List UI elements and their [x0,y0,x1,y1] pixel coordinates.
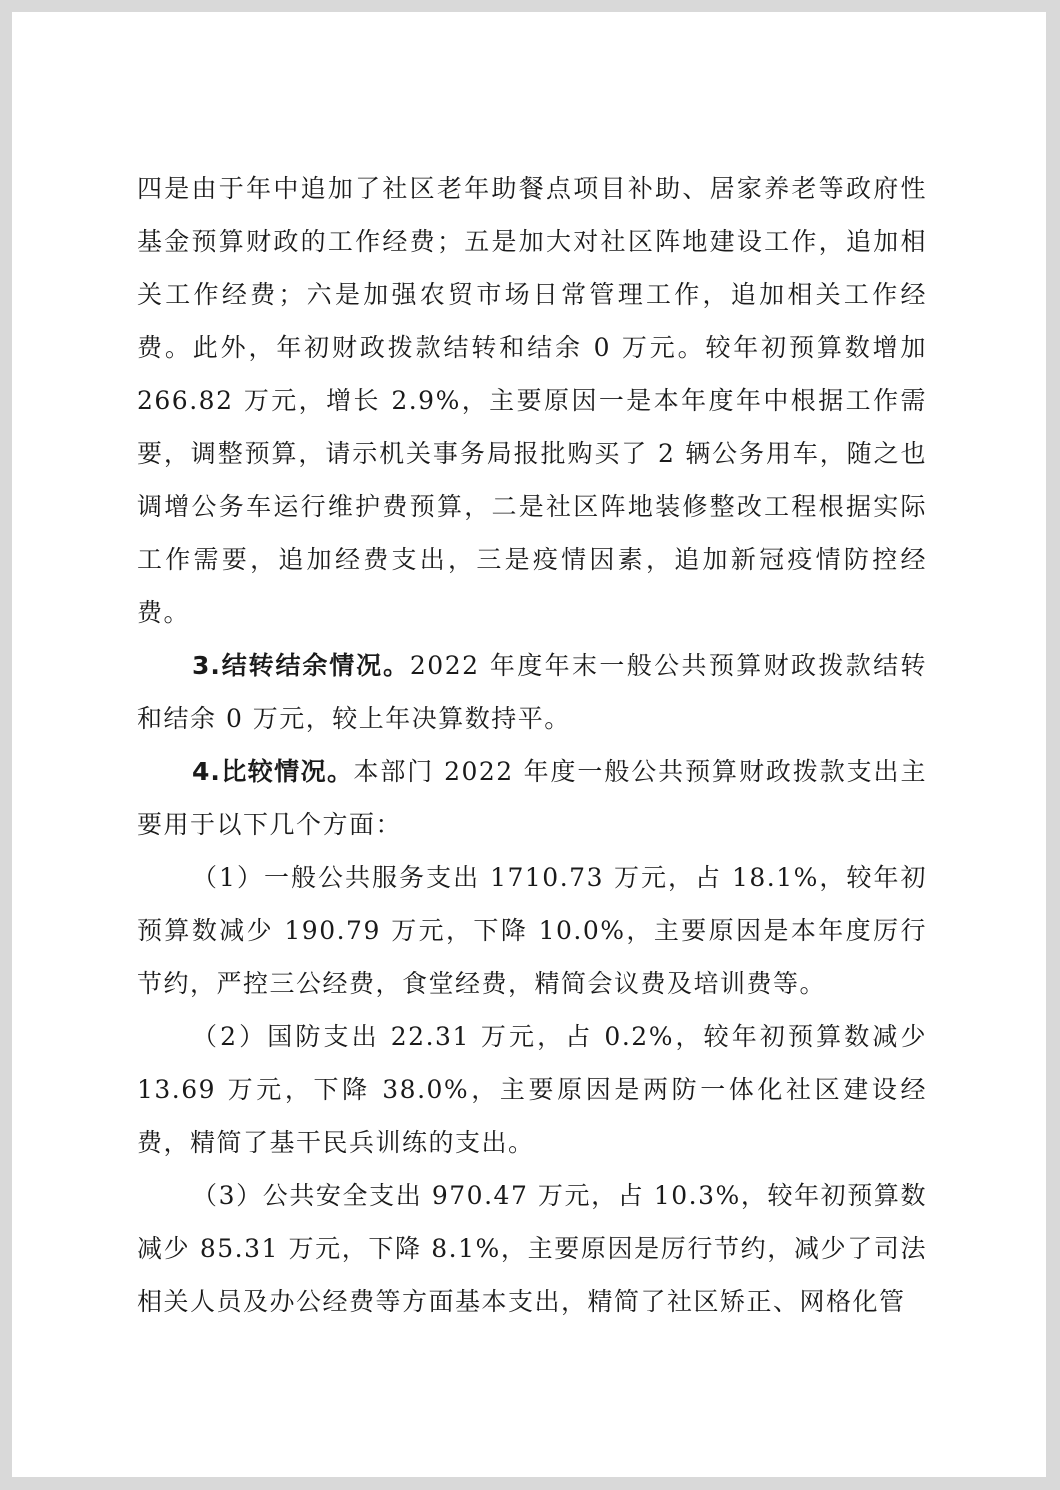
paragraph-carryover-balance [137,639,927,745]
paragraph-continuation [137,162,927,639]
paragraph-text: （2）国防支出 22.31 万元，占 0.2%，较年初预算数减少 13.69 万元，下降 38.0%，主要原因是两防一体化社区建设经费，精简了基干民兵训练的支出。 [137,1022,927,1157]
paragraph-text: （1）一般公共服务支出 1710.73 万元，占 18.1%，较年初预算数减少 190.79 万元，下降 10.0%，主要原因是本年度厉行节约，严控三公经费，食堂经费，精简会议费及培训费等。 [137,863,927,998]
paragraph-text: 四是由于年中追加了社区老年助餐点项目补助、居家养老等政府性基金预算财政的工作经费；五是加大对社区阵地建设工作，追加相关工作经费；六是加强农贸市场日常管理工作，追加相关工作经费。此外，年初财政拨款结转和结余 0 万元。较年初预算数增加 266.82 万元，增长 2.9%，主要原因一是本年度年中根据工作需要，调整预算，请示机关事务局报批购买了 2 辆公务用车，随之也调增公务车运行维护费预算，二是社区阵地装修整改工程根据实际工作需要，追加经费支出，三是疫情因素，追加新冠疫情防控经费。 [137,174,927,627]
section-heading: 3.结转结余情况。 [192,651,410,680]
paragraph-comparison [137,745,927,851]
paragraph-item-3 [137,1169,927,1328]
section-heading: 4.比较情况。 [192,757,354,786]
document-body [137,162,927,1328]
paragraph-text: 2022 年度年末一般公共预算财政拨款结转和结余 0 万元，较上年决算数持平。 [137,651,927,733]
paragraph-item-1 [137,851,927,1010]
paragraph-text: （3）公共安全支出 970.47 万元，占 10.3%，较年初预算数减少 85.31 万元，下降 8.1%，主要原因是厉行节约，减少了司法相关人员及办公经费等方面基本支出，精简了社区矫正、网格化管 [137,1181,927,1316]
document-page [12,12,1046,1477]
paragraph-text: 本部门 2022 年度一般公共预算财政拨款支出主要用于以下几个方面： [137,757,927,839]
paragraph-item-2 [137,1010,927,1169]
